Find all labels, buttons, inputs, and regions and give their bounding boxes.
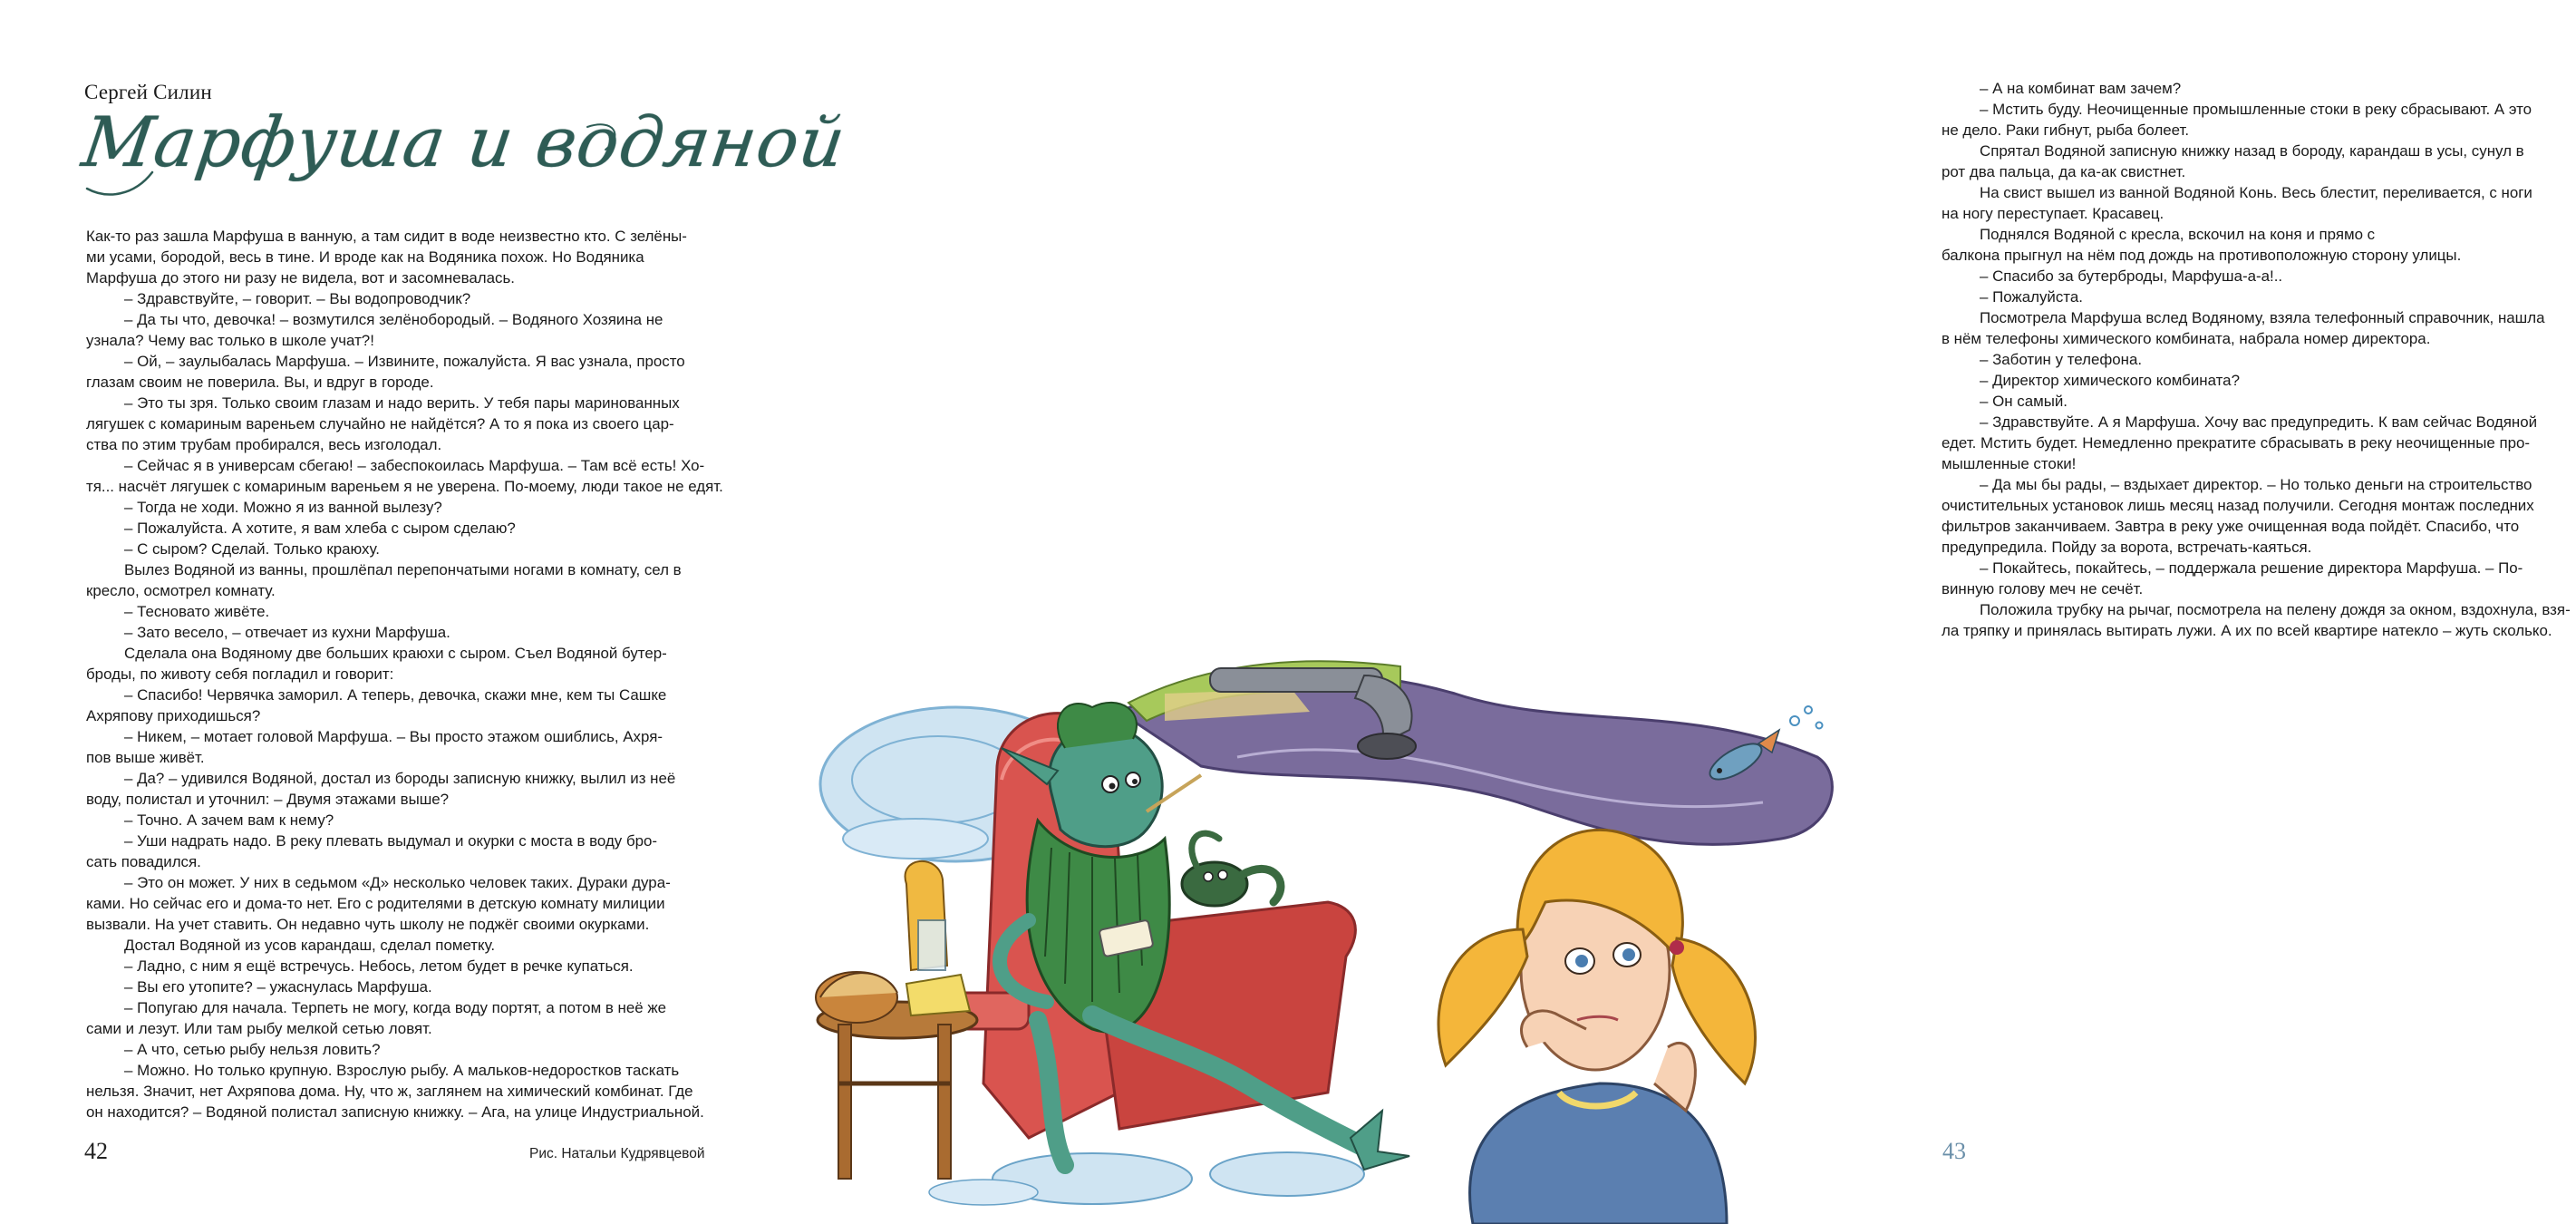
text-line: – Точно. А зачем вам к нему? (124, 811, 334, 829)
text-line: – Это он может. У них в седьмом «Д» несколько человек таких. Дураки дура- (124, 874, 671, 891)
text-line: – Директор химического комбината? (1980, 372, 2240, 389)
text-line: броды, по животу себя погладил и говорит: (86, 665, 394, 683)
text-line: Как-то раз зашла Марфуша в ванную, а там сидит в воде неизвестно кто. С зелёны- (86, 228, 687, 245)
text-line: кресло, осмотрел комнату. (86, 582, 276, 599)
text-line: узнала? Чему вас только в школе учат?! (86, 332, 374, 349)
page-number-left: 42 (84, 1138, 108, 1164)
text-line: сать повадился. (86, 853, 201, 870)
text-line: Сделала она Водяному две больших краюхи с сыром. Съел Водяной бутер- (124, 645, 667, 662)
text-line: фильтров заканчиваем. Завтра в реку уже очищенная вода пойдёт. Спасибо, что (1942, 518, 2520, 535)
text-line: пов выше живёт. (86, 749, 205, 766)
text-line: лягушек с комариным вареньем случайно не найдётся? А то я пока из своего цар- (86, 415, 674, 432)
text-line: ми усами, бородой, весь в тине. И вроде как на Водяника похож. Но Водяника (86, 248, 644, 266)
text-line: вызвали. На учет ставить. Он недавно чуть школу не поджёг своими окурками. (86, 916, 650, 933)
text-line: – Тесновато живёте. (124, 603, 270, 620)
text-line: воду, полистал и уточнил: – Двумя этажами выше? (86, 791, 450, 808)
text-line: – Заботин у телефона. (1980, 351, 2143, 368)
girl-figure-icon (1438, 830, 1755, 1224)
text-line: – Ой, – заулыбалась Марфуша. – Извините, пожалуйста. Я вас узнала, просто (124, 353, 685, 370)
text-line: – Да мы бы рады, – вздыхает директор. – Но только деньги на строительство (1980, 476, 2532, 493)
text-line: Ахряпову приходишься? (86, 707, 261, 724)
text-line: Вылез Водяной из ванны, прошлёпал перепончатыми ногами в комнату, сел в (124, 561, 682, 578)
text-line: – Мстить буду. Неочищенные промышленные стоки в реку сбрасывают. А это (1980, 101, 2532, 118)
text-line: Марфуша до этого ни разу не видела, вот и засомневалась. (86, 269, 515, 287)
text-line: Достал Водяной из усов карандаш, сделал пометку. (124, 937, 496, 954)
text-line: Поднялся Водяной с кресла, вскочил на коня и прямо с (1980, 226, 2376, 243)
crayfish-icon (1182, 833, 1281, 906)
text-line: – Уши надрать надо. В реку плевать выдумал и окурки с моста в воду бро- (124, 832, 658, 850)
table-with-bread-icon (816, 861, 977, 1179)
text-line: – Он самый. (1980, 393, 2068, 410)
text-line: Посмотрела Марфуша вслед Водяному, взяла телефонный справочник, нашла (1980, 309, 2545, 326)
text-line: – С сыром? Сделай. Только краюху. (124, 540, 380, 558)
text-line: очистительных установок лишь месяц назад получили. Сегодня монтаж последних (1942, 497, 2534, 514)
text-line: – Ладно, с ним я ещё встречусь. Небось, летом будет в речке купаться. (124, 957, 634, 975)
text-line: – Вы его утопите? – ужаснулась Марфуша. (124, 978, 432, 996)
text-line: рот два пальца, да ка-ак свистнет. (1942, 163, 2186, 180)
illustrator-credit: Рис. Натальи Кудрявцевой (529, 1146, 705, 1161)
text-line: – А на комбинат вам зачем? (1980, 80, 2182, 97)
text-line: ла тряпку и принялась вытирать лужи. А их по всей квартире натекло – жуть сколько. (1942, 622, 2552, 639)
text-line: – Можно. Но только крупную. Взрослую рыбу. А мальков-недоростков таскать (124, 1062, 680, 1079)
text-line: тя... насчёт лягушек с комариным вареньем я не уверена. По-моему, люди такое не едят. (86, 478, 723, 495)
text-line: – Зато весело, – отвечает из кухни Марфуша. (124, 624, 450, 641)
text-line: мышленные стоки! (1942, 455, 2077, 472)
text-line: винную голову меч не сечёт. (1942, 580, 2144, 597)
text-line: Спрятал Водяной записную книжку назад в бороду, карандаш в усы, сунул в (1980, 142, 2524, 160)
text-line: – Да ты что, девочка! – возмутился зелёнобородый. – Водяного Хозяина не (124, 311, 663, 328)
text-line: не дело. Раки гибнут, рыба болеет. (1942, 121, 2190, 139)
text-line: – Здравствуйте. А я Марфуша. Хочу вас предупредить. К вам сейчас Водяной (1980, 413, 2538, 431)
text-line: ками. Но сейчас его и дома-то нет. Его с родителями в детскую комнату милиции (86, 895, 665, 912)
text-line: сами и лезут. Или там рыбу мелкой сетью ловят. (86, 1020, 432, 1037)
story-illustration (820, 657, 1856, 1224)
text-line: – Тогда не ходи. Можно я из ванной вылезу? (124, 499, 442, 516)
text-line: – Да? – удивился Водяной, достал из бороды записную книжку, вылил из неё (124, 770, 676, 787)
text-line: – Пожалуйста. А хотите, я вам хлеба с сыром сделаю? (124, 520, 516, 537)
left-page (0, 0, 928, 1224)
text-line: глазам своим не поверила. Вы, и вдруг в городе. (86, 374, 434, 391)
text-line: – Сейчас я в универсам сбегаю! – забеспокоилась Марфуша. – Там всё есть! Хо- (124, 457, 705, 474)
text-line: предупредила. Пойду за ворота, встречать-каяться. (1942, 539, 2312, 556)
text-line: – Спасибо! Червячка заморил. А теперь, девочка, скажи мне, кем ты Сашке (124, 686, 667, 704)
text-line: на ногу переступает. Красавец. (1942, 205, 2164, 222)
text-line: ства по этим трубам пробирался, весь изголодал. (86, 436, 442, 453)
river-pipe-icon (1119, 661, 1832, 844)
author-name: Сергей Силин (84, 81, 212, 103)
text-line: балкона прыгнул на нём под дождь на противоположную сторону улицы. (1942, 247, 2462, 264)
text-line: – Это ты зря. Только своим глазам и надо верить. У тебя пары маринованных (124, 394, 680, 412)
text-line: – Покайтесь, покайтесь, – поддержала решение директора Марфуша. – По- (1980, 559, 2523, 577)
text-line: в нём телефоны химического комбината, набрала номер директора. (1942, 330, 2431, 347)
text-line: – А что, сетью рыбу нельзя ловить? (124, 1041, 381, 1058)
text-line: На свист вышел из ванной Водяной Конь. Весь блестит, переливается, с ноги (1980, 184, 2532, 201)
right-page-text (1942, 78, 2576, 641)
text-line: – Никем, – мотает головой Марфуша. – Вы просто этажом ошиблись, Ахря- (124, 728, 663, 745)
story-title: Марфуша и водяной (77, 102, 851, 182)
text-line: он находится? – Водяной полистал записную книжку. – Ага, на улице Индустриальной. (86, 1103, 704, 1121)
page-number-right: 43 (1942, 1138, 1966, 1164)
text-line: – Попугаю для начала. Терпеть не могу, когда воду портят, а потом в неё же (124, 999, 667, 1016)
text-line: – Пожалуйста. (1980, 288, 2083, 306)
text-line: – Спасибо за бутерброды, Марфуша-а-а!.. (1980, 267, 2283, 285)
text-line: – Здравствуйте, – говорит. – Вы водопроводчик? (124, 290, 471, 307)
left-page-text (86, 226, 721, 1122)
text-line: нельзя. Значит, нет Ахряпова дома. Ну, что ж, заглянем на химический комбинат. Где (86, 1083, 693, 1100)
text-line: едет. Мстить будет. Немедленно прекратите сбрасывать в реку неочищенные про- (1942, 434, 2531, 452)
text-line: Положила трубку на рычаг, посмотрела на пелену дождя за окном, вздохнула, взя- (1980, 601, 2571, 618)
